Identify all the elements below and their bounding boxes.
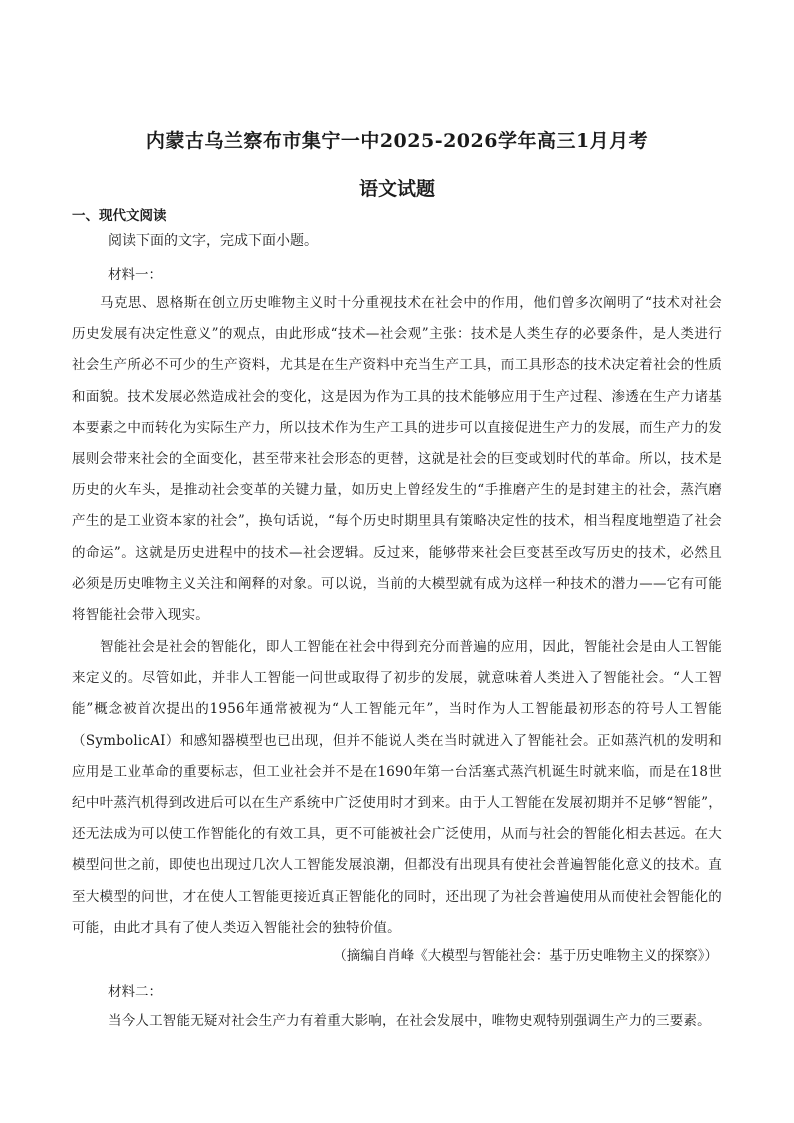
exam-subtitle: 语文试题 [358, 178, 435, 200]
material1-paragraph2: 智能社会是社会的智能化，即人工智能在社会中得到充分而普遍的应用，因此，智能社会是由人工智能来定义的。尽管如此，并非人工智能一问世或取得了初步的发展，就意味着人类进入了智能社会。“人工智能”概念被首次提出的1956年通常被视为“人工智能元年”，当时作为人工智能最初形态的符号人工智能（SymbolicAI）和感知器模型也已出现，但并不能说人类在当时就进入了智能社会。正如蒸汽机的发明和应用是工业革命的重要标志，但工业社会并不是在1690年第一台活塞式蒸汽机诞生时就来临，而是在18世纪中叶蒸汽机得到改进后可以在生产系统中广泛使用时才到来。由于人工智能在发展初期并不足够“智能”，还无法成为可以使工作智能化的有效工具，更不可能被社会广泛使用，从而与社会的智能化相去甚远。在大模型问世之前，即使也出现过几次人工智能发展浪潮，但都没有出现具有使社会普遍智能化意义的技术。直至大模型的问世，才在使人工智能更接近真正智能化的同时，还出现了为社会普遍使用从而使社会智能化的可能，由此才具有了使人类迈入智能社会的独特价值。 [72, 639, 722, 936]
material2-label: 材料二： [108, 984, 162, 1000]
material1-source: （摘编自肖峰《大模型与智能社会：基于历史唯物主义的探察》） [333, 948, 718, 964]
material1-label: 材料一： [108, 267, 162, 283]
material1-paragraph1: 马克思、恩格斯在创立历史唯物主义时十分重视技术在社会中的作用，他们曾多次阐明了“技术对社会历史发展有决定性意义”的观点，由此形成“技术—社会观”主张：技术是人类生存的必要条件，是人类进行社会生产所必不可少的生产资料，尤其是在生产资料中充当生产工具，而工具形态的技术决定着社会的性质和面貌。技术发展必然造成社会的变化，这是因为作为工具的技术能够应用于生产过程、渗透在生产力诸基本要素之中而转化为实际生产力，所以技术作为生产工具的进步可以直接促进生产力的发展，而生产力的发展则会带来社会的全面变化，甚至带来社会形态的更替，这就是社会的巨变或划时代的革命。所以，技术是历史的火车头，是推动社会变革的关键力量，如历史上曾经发生的“手推磨产生的是封建主的社会，蒸汽磨产生的是工业资本家的社会”，换句话说，“每个历史时期里具有策略决定性的技术，相当程度地塑造了社会的命运”。这就是历史进程中的技术—社会逻辑。反过来，能够带来社会巨变甚至改写历史的技术，必然且必须是历史唯物主义关注和阐释的对象。可以说，当前的大模型就有成为这样一种技术的潜力——它有可能将智能社会带入现实。 [72, 295, 722, 624]
section-heading: 一、现代文阅读 [72, 208, 167, 224]
exam-title: 内蒙古乌兰察布市集宁一中2025-2026学年高三1月月考 [145, 130, 649, 152]
instruction-text: 阅读下面的文字，完成下面小题。 [108, 233, 318, 249]
material2-paragraph1: 当今人工智能无疑对社会生产力有着重大影响，在社会发展中，唯物史观特别强调生产力的三要素。 [108, 1013, 711, 1029]
